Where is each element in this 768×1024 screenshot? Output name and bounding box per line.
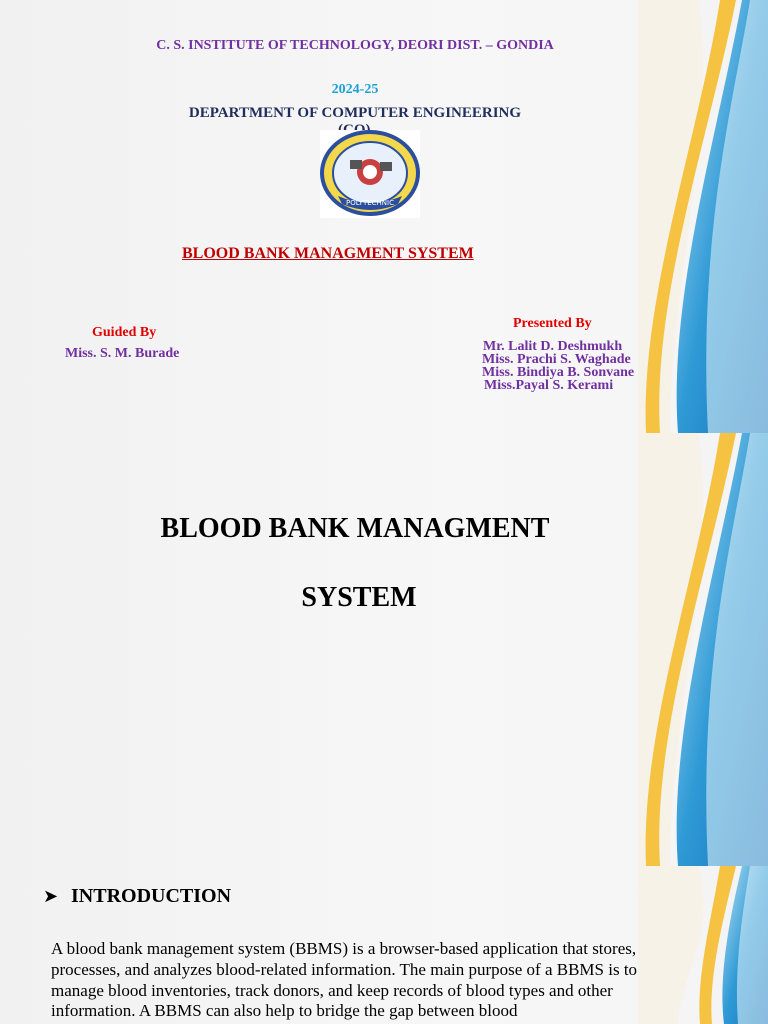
wave-decoration bbox=[638, 433, 768, 866]
slide-title bbox=[0, 0, 768, 433]
main-title-line1: BLOOD BANK MANAGMENT bbox=[160, 513, 550, 544]
academic-year: 2024-25 bbox=[331, 82, 379, 97]
presented-by-label: Presented By bbox=[513, 316, 592, 331]
wave-decoration bbox=[638, 0, 768, 433]
main-title-line2: SYSTEM bbox=[301, 582, 417, 613]
slide-heading bbox=[0, 433, 768, 866]
presenter-4: Miss.Payal S. Kerami bbox=[484, 378, 614, 393]
slide-introduction bbox=[0, 866, 768, 1024]
department-name: DEPARTMENT OF COMPUTER ENGINEERING bbox=[188, 105, 522, 121]
logo-text: POLYTECHNIC bbox=[345, 199, 395, 207]
intro-paragraph: A blood bank management system (BBMS) is a browser-based application that stores, processes, and analyzes blood-related information. The main purpose of a BBMS is to manage blood inventories, track donors, and keep records of blood types and other information. A BBMS can also help to bridge the gap between blood bbox=[51, 939, 638, 1021]
presenter-3: Miss. Bindiya B. Sonvane bbox=[482, 365, 635, 380]
presenter-2: Miss. Prachi S. Waghade bbox=[482, 352, 631, 367]
guided-by-label: Guided By bbox=[92, 325, 157, 340]
section-heading: INTRODUCTION bbox=[71, 885, 232, 907]
presenter-1: Mr. Lalit D. Deshmukh bbox=[483, 339, 623, 354]
project-title: BLOOD BANK MANAGMENT SYSTEM bbox=[182, 245, 474, 262]
guide-name: Miss. S. M. Burade bbox=[65, 346, 180, 361]
college-logo bbox=[320, 130, 420, 218]
institute-name: C. S. INSTITUTE OF TECHNOLOGY, DEORI DIST. – GONDIA bbox=[156, 38, 554, 53]
arrow-bullet-icon: ➤ bbox=[43, 886, 59, 906]
wave-decoration bbox=[638, 866, 768, 1024]
